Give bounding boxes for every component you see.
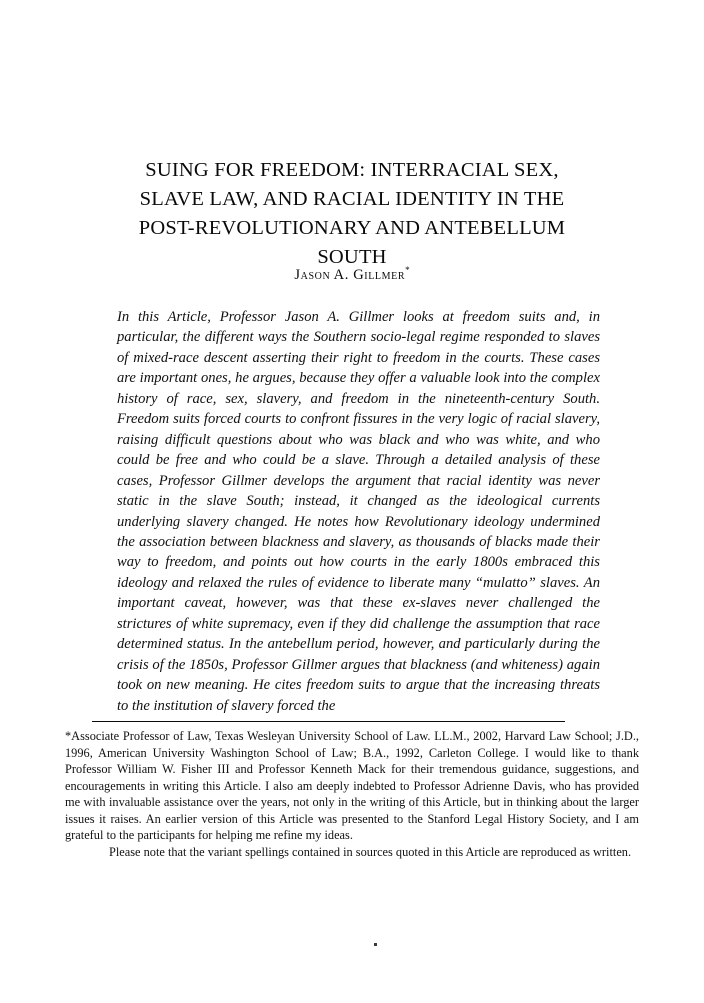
title-line-4: SOUTH	[317, 246, 387, 268]
author-name: Jason A. Gillmer	[294, 266, 406, 283]
footnote-paragraph-2: Please note that the variant spellings contained in sources quoted in this Article are reproduced as written.	[109, 844, 632, 859]
title-line-1: SUING FOR FREEDOM: INTERRACIAL SEX,	[145, 159, 559, 181]
footnote-paragraph-1-text: Associate Professor of Law, Texas Wesleyan University School of Law. LL.M., 2002, Harvard Law School; J.D., 1996, American University Washington School of Law; B.A., 1992, Carleton College. I would like to thank Professor William W. Fisher III and Professor Kenneth Mack for their tremendous guidance, suggestions, and encouragements in writing this Article. I also am deeply indebted to Professor Adrienne Davis, who has provided me with invaluable assistance over the years, not only in the writing of this Article, but in thinking about the larger issues it raises. An earlier version of this Article was presented to the Stanford Legal History Society, and I am grateful to the participants for helping me refine my ideas.	[65, 729, 639, 843]
footnote-paragraph-1	[65, 728, 639, 844]
abstract-text: In this Article, Professor Jason A. Gillmer looks at freedom suits and, in particular, the different ways the Southern socio-legal regime responded to slaves of mixed-race descent asserting their right to freedom in the courts. These cases are important ones, he argues, because they offer a valuable look into the complex history of race, sex, slavery, and freedom in the nineteenth-century South. Freedom suits forced courts to confront fissures in the very logic of racial slavery, raising difficult questions about who was black and who was white, and who could be free and who could be a slave. Through a detailed analysis of these cases, Professor Gillmer develops the argument that racial identity was never static in the slave South; instead, it changed as the ideological currents underlying slavery changed. He notes how Revolutionary ideology undermined the association between blackness and slavery, as thousands of blacks made their way to freedom, and points out how courts in the early 1800s embraced this ideology and relaxed the rules of evidence to liberate many “mulatto” slaves. An important caveat, however, was that these ex-slaves never challenged the strictures of white supremacy, even if they did challenge the assumption that race determined status. In the antebellum period, however, and particularly during the crisis of the 1850s, Professor Gillmer argues that blackness (and whiteness) again took on new meaning. He cites freedom suits to argue that the increasing threats to the institution of slavery forced the	[117, 309, 600, 714]
author-byline	[76, 265, 628, 284]
title-line-3: POST-REVOLUTIONARY AND ANTEBELLUM	[138, 217, 566, 239]
page-title	[76, 156, 628, 272]
title-line-2: SLAVE LAW, AND RACIAL IDENTITY IN THE	[139, 188, 565, 210]
footnote-block	[65, 728, 639, 860]
footnote-marker: *	[65, 729, 72, 743]
footnote-separator-rule	[92, 721, 565, 722]
scan-artifact-mark	[374, 943, 377, 946]
author-footnote-marker: *	[405, 265, 410, 275]
